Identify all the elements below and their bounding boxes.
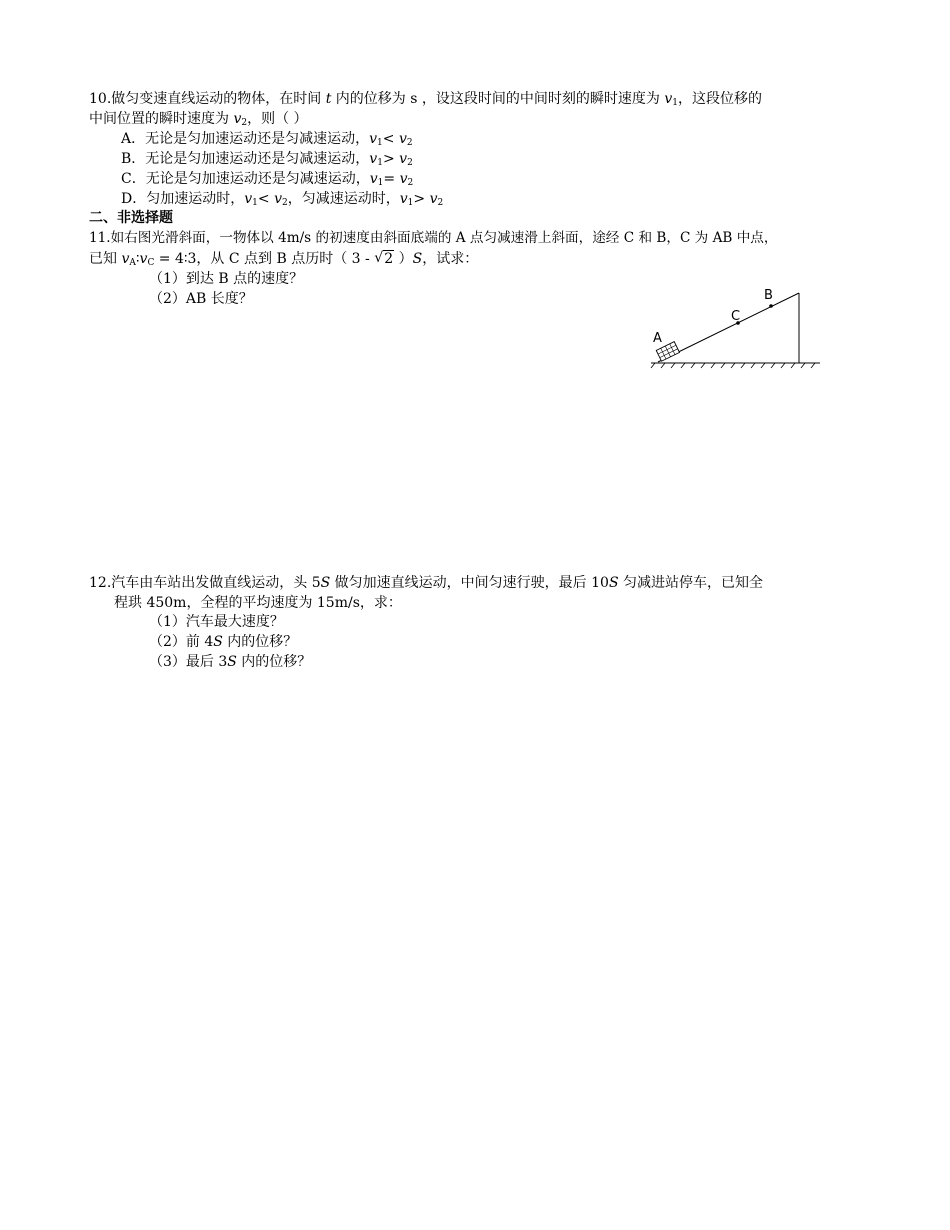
incline-figure xyxy=(645,282,825,377)
q12-text: 内的位移？ xyxy=(222,634,298,650)
ground-hatch xyxy=(651,363,815,368)
subscript: A xyxy=(129,258,136,268)
q10-text: 中间位置的瞬时速度为 xyxy=(89,111,234,127)
subscript: 1 xyxy=(252,198,258,208)
sqrt-expression xyxy=(374,249,394,269)
q10-option-d xyxy=(121,189,443,209)
subscript: 2 xyxy=(407,178,414,188)
label-a: A xyxy=(653,331,662,346)
label-b: B xyxy=(764,288,773,303)
q10-text: ，这段位移的 xyxy=(678,91,762,107)
q11-sub2: （2）AB 长度？ xyxy=(149,291,253,307)
var-v: v xyxy=(369,171,378,187)
var-s: S xyxy=(608,575,619,591)
q11-line2 xyxy=(89,249,478,269)
var-s: S xyxy=(320,575,331,591)
q11-text: = 4∶3，从 C 点到 B 点历时（ 3 - xyxy=(154,251,375,267)
label-c: C xyxy=(731,309,741,324)
subscript: 2 xyxy=(407,158,413,168)
subscript: 1 xyxy=(377,158,383,168)
option-label: A．无论是匀加速运动还是匀减速运动， xyxy=(121,131,370,147)
q10-option-c xyxy=(121,169,413,189)
section-title: 二、非选择题 xyxy=(89,210,173,226)
point-b xyxy=(769,304,773,308)
q10-text: 10.做匀变速直线运动的物体，在时间 xyxy=(89,91,326,107)
var-v: v xyxy=(274,191,282,207)
q12-text: 做匀加速直线运动，中间匀速行驶，最后 10 xyxy=(330,575,609,591)
var-v: v xyxy=(369,151,378,167)
var-v: v xyxy=(429,191,438,207)
q12-text: （3）最后 3 xyxy=(149,654,228,670)
q11-line1: 11.如右图光滑斜面，一物体以 4m/s 的初速度由斜面底端的 A 点匀减速滑上斜面，途经 C 和 B，C 为 AB 中点， xyxy=(89,230,778,246)
relation: = xyxy=(383,171,400,187)
relation: < xyxy=(382,131,399,147)
q10-option-b xyxy=(121,149,413,169)
q11-text: ） xyxy=(394,251,413,267)
q10-text: 内的位移为 s ，设这段时间的中间时刻的瞬时速度为 xyxy=(331,91,665,107)
subscript: 1 xyxy=(377,178,384,188)
option-label: C．无论是匀加速运动还是匀减速运动， xyxy=(121,171,370,187)
subscript: 2 xyxy=(241,118,248,128)
var-s: S xyxy=(213,634,223,650)
q10-line2 xyxy=(89,109,308,129)
q12-sub2 xyxy=(149,632,297,652)
relation: > xyxy=(413,191,430,207)
subscript: 1 xyxy=(672,98,678,108)
q12-text: （2）前 4 xyxy=(149,634,214,650)
var-v: v xyxy=(664,91,673,107)
q10-text: ，则（ ） xyxy=(247,111,308,127)
q12-text: 12.汽车由车站出发做直线运动，头 5 xyxy=(89,575,321,591)
subscript: 2 xyxy=(282,198,288,208)
var-v: v xyxy=(139,251,148,267)
var-t: t xyxy=(325,91,332,107)
q12-line1 xyxy=(89,573,763,593)
q12-text: 内的位移？ xyxy=(236,654,312,670)
var-v: v xyxy=(398,131,407,147)
q12-sub1: （1）汽车最大速度？ xyxy=(149,614,284,630)
var-s: S xyxy=(412,251,423,267)
subscript: 1 xyxy=(407,198,414,208)
var-v: v xyxy=(121,251,130,267)
option-text: ，匀减速运动时， xyxy=(287,191,400,207)
q12-line2: 程珙 450m，全程的平均速度为 15m/s，求： xyxy=(114,595,402,611)
ratio-colon: ∶ xyxy=(135,251,140,267)
option-label: D．匀加速运动时， xyxy=(121,191,245,207)
option-label: B．无论是匀加速运动还是匀减速运动， xyxy=(121,151,370,167)
radical-sign: √ xyxy=(374,250,384,266)
q11-text: ，试求： xyxy=(422,251,479,267)
var-v: v xyxy=(369,131,378,147)
q12-sub3 xyxy=(149,652,311,672)
var-v: v xyxy=(399,151,408,167)
subscript: 2 xyxy=(406,138,413,148)
q12-text: 匀减进站停车，已知全 xyxy=(618,575,763,591)
var-s: S xyxy=(227,654,237,670)
radicand: 2 xyxy=(384,251,394,267)
q11-text: 已知 xyxy=(89,251,122,267)
var-v: v xyxy=(399,171,408,187)
subscript: 1 xyxy=(377,138,383,148)
relation: < xyxy=(257,191,275,207)
q11-sub1: （1）到达 B 点的速度？ xyxy=(149,271,304,287)
q10-line1 xyxy=(89,89,762,109)
var-v: v xyxy=(233,111,242,127)
subscript: 2 xyxy=(437,198,444,208)
var-v: v xyxy=(244,191,253,207)
relation: > xyxy=(382,151,400,167)
q10-option-a xyxy=(121,129,413,149)
subscript: C xyxy=(147,258,155,268)
var-v: v xyxy=(399,191,408,207)
